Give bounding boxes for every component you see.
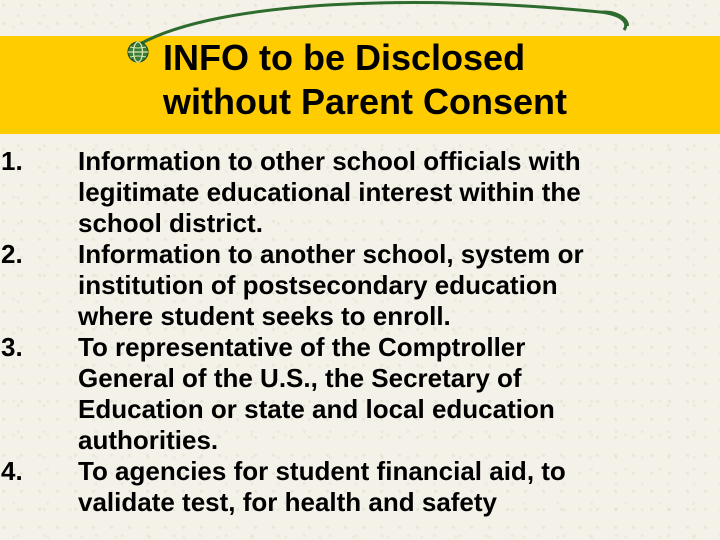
list-item-line: Information to another school, system or: [78, 239, 584, 269]
list-item-line: validate test, for health and safety: [78, 487, 498, 517]
list-item-line: school district.: [78, 208, 263, 238]
list-item-line: General of the U.S., the Secretary of: [78, 363, 522, 393]
list-item-line: where student seeks to enroll.: [78, 301, 451, 331]
list-item-number: 1.: [1, 146, 23, 176]
slide-title: [163, 36, 703, 124]
list-item-line: authorities.: [78, 425, 219, 455]
list-item-line: Education or state and local education: [78, 394, 555, 424]
list-item-number: 2.: [1, 239, 23, 269]
list-item: [0, 456, 720, 518]
list-item: [0, 239, 720, 332]
list-item-line: Information to other school officials with: [78, 146, 581, 176]
list-item-line: legitimate educational interest within the: [78, 177, 581, 207]
list-item-number: 4.: [1, 456, 23, 486]
slide-title-line: without Parent Consent: [163, 81, 567, 122]
list-item-line: institution of postsecondary education: [78, 270, 558, 300]
list-item-line: To representative of the Comptroller: [78, 332, 526, 362]
list-item: [0, 332, 720, 456]
globe-icon: [126, 40, 150, 64]
disclosure-list: [0, 146, 720, 518]
list-item: [0, 146, 720, 239]
slide-title-line: INFO to be Disclosed: [163, 37, 526, 78]
list-item-line: To agencies for student financial aid, to: [78, 456, 566, 486]
list-item-number: 3.: [1, 332, 23, 362]
